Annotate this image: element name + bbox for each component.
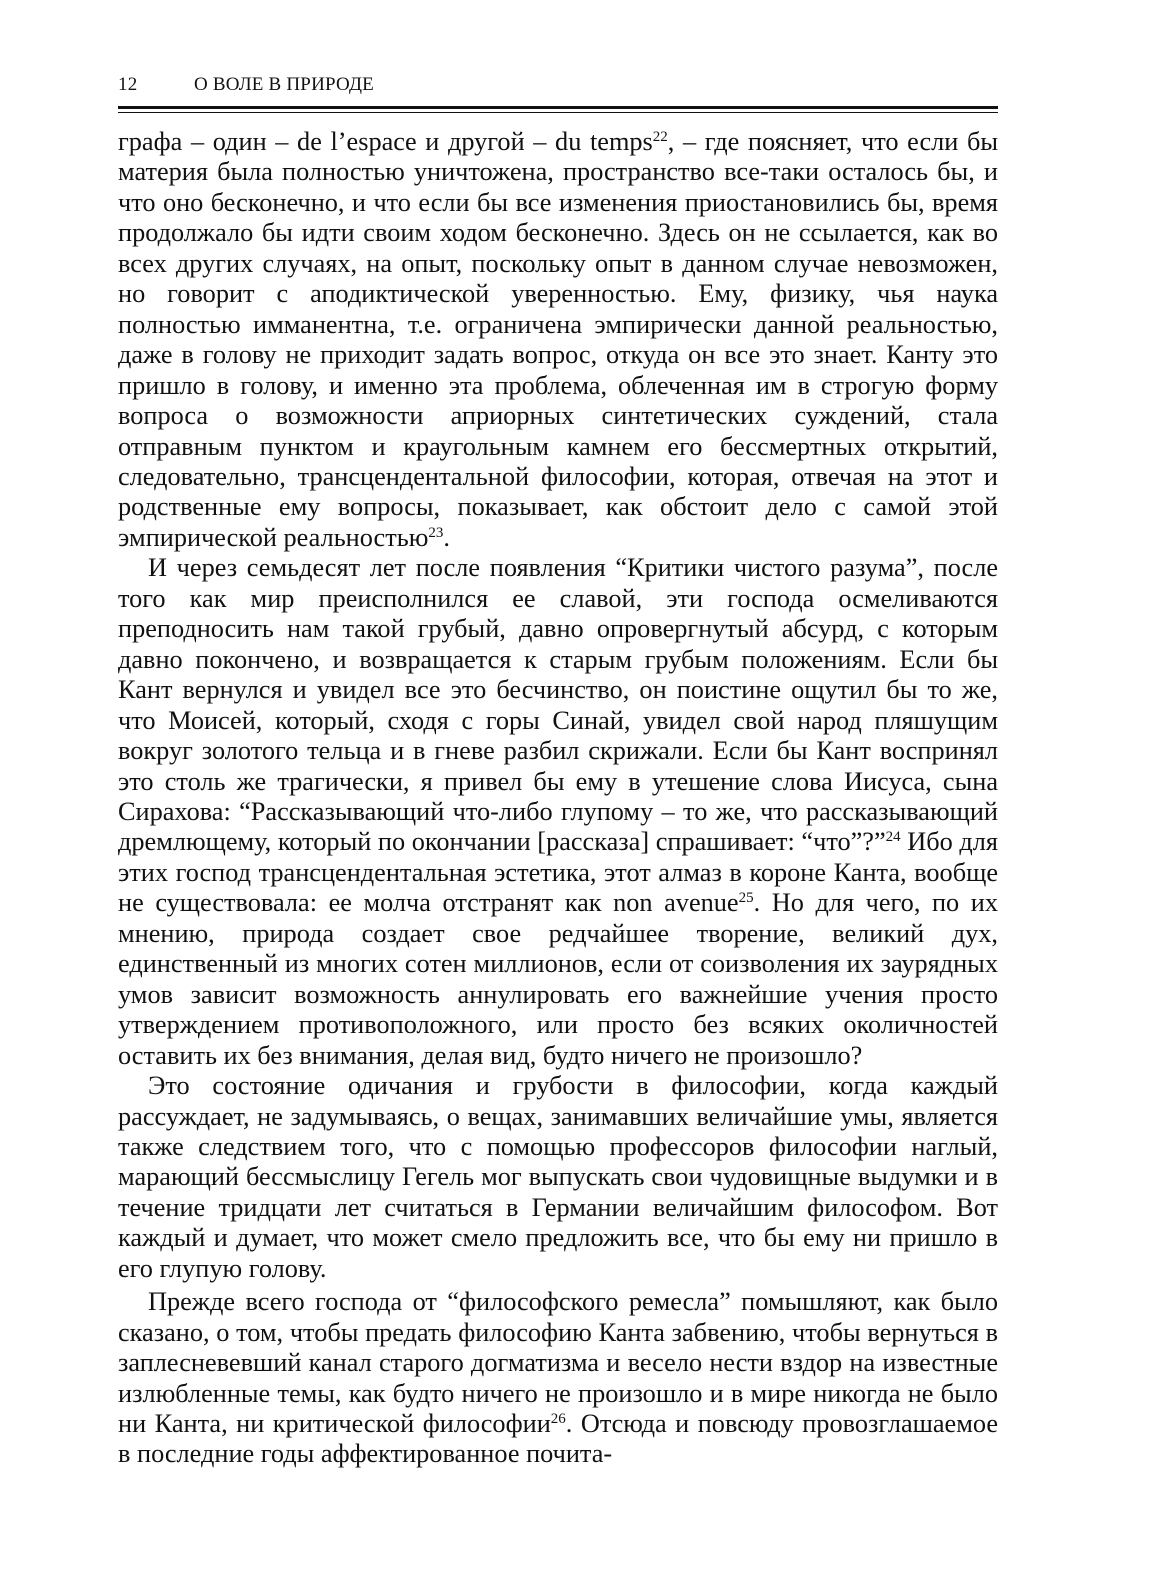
book-page (118, 74, 998, 1470)
paragraph (118, 1287, 998, 1470)
footnote-marker: 24 (885, 829, 901, 846)
footnote-marker: 23 (428, 524, 444, 541)
text-run: . Отсюда и повсюду провозглашаемое в последние годы аффектированное почита- (118, 1409, 998, 1469)
footnote-marker: 22 (652, 129, 668, 145)
page-number: 12 (118, 74, 138, 95)
text-run: , – где поясняет, что если бы материя была полностью уничтожена, пространство все-таки осталось бы, и что оно бесконечно, и что если бы все изменения приостановились бы, время продолжало бы идти своим ходом бесконечно. Здесь он не ссылается, как во всех других случаях, на опыт, поскольку опыт в данном случае невозможен, но говорит с аподиктической уверенностью. Ему, физику, чья наука полностью имманентна, т.е. ограничена эмпирически данной реальностью, даже в голову не приходит задать вопрос, откуда он все это знает. Канту это пришло в голову, и именно эта проблема, облеченная им в строгую форму вопроса о возможности априорных синтетических суждений, стала отправным пунктом и краугольным камнем его бессмертных открытий, следовательно, трансцендентальной философии, которая, отвечая на этот и родственные ему вопросы, показывает, как обстоит дело с самой этой эмпирической реальностью (118, 127, 998, 552)
text-run: . Но для чего, по их мнению, природа создает свое редчайшее творение, великий дух, единственный из многих сотен миллионов, если от соизволения их заурядных умов зависит возможность аннулировать его важнейшие учения просто утверждением противоположного, или просто без всяких околичностей оставить их без внимания, делая вид, будто ничего не произошло? (118, 888, 998, 1070)
paragraph (118, 1071, 998, 1284)
text-run: графа – один – de l’espace и другой – du temps (118, 127, 653, 156)
body-text (118, 127, 998, 1470)
running-head (118, 74, 998, 98)
header-rule-thin (118, 112, 998, 113)
running-title: О ВОЛЕ В ПРИРОДЕ (194, 74, 374, 95)
text-run: Прежде всего господа от “философского ремесла” помышляют, как было сказано, о том, чтобы предать философию Канта забвению, чтобы вернуться в заплесневевший канал старого догматизма и весело нести вздор на известные излюбленные темы, как будто ничего не произошло и в мире никогда не было ни Канта, ни критической философии (118, 1287, 998, 1439)
text-run: Это состояние одичания и грубости в философии, когда каждый рассуждает, не задумываясь, о вещах, занимавших величайшие умы, является также следствием того, что с помощью профессоров философии наглый, марающий бессмыслицу Гегель мог выпускать свои чудовищные выдумки и в течение тридцати лет считаться в Германии величайшим философом. Вот каждый и думает, что может смело предложить все, что бы ему ни пришло в его глупую голову. (118, 1071, 998, 1283)
footnote-marker: 26 (550, 1411, 566, 1428)
paragraph (118, 553, 998, 1071)
text-run: Ибо для этих господ трансцендентальная эстетика, этот алмаз в короне Канта, вообще не существовала: ее молча отстранят как non avenue (118, 827, 999, 918)
paragraph (118, 127, 998, 553)
text-run: . (443, 522, 450, 552)
footnote-marker: 25 (738, 890, 754, 907)
header-rule-thick (118, 106, 998, 109)
text-run: И через семьдесят лет после появления “Критики чистого разума”, после того как мир преисполнился ее славой, эти господа осмеливаются преподносить нам такой грубый, давно опровергнутый абсурд, с которым давно покончено, и возвращается к старым грубым положениям. Если бы Кант вернулся и увидел все это бесчинство, он поистине ощутил бы то же, что Моисей, который, сходя с горы Синай, увидел свой народ пляшущим вокруг золотого тельца и в гневе разбил скрижали. Если бы Кант воспринял это столь же трагически, я привел бы ему в утешение слова Иисуса, сына Сирахова: “Рассказывающий что-либо глупому – то же, что рассказывающий дремлющему, который по окончании [рассказа] спрашивает: “что”?” (118, 553, 998, 857)
